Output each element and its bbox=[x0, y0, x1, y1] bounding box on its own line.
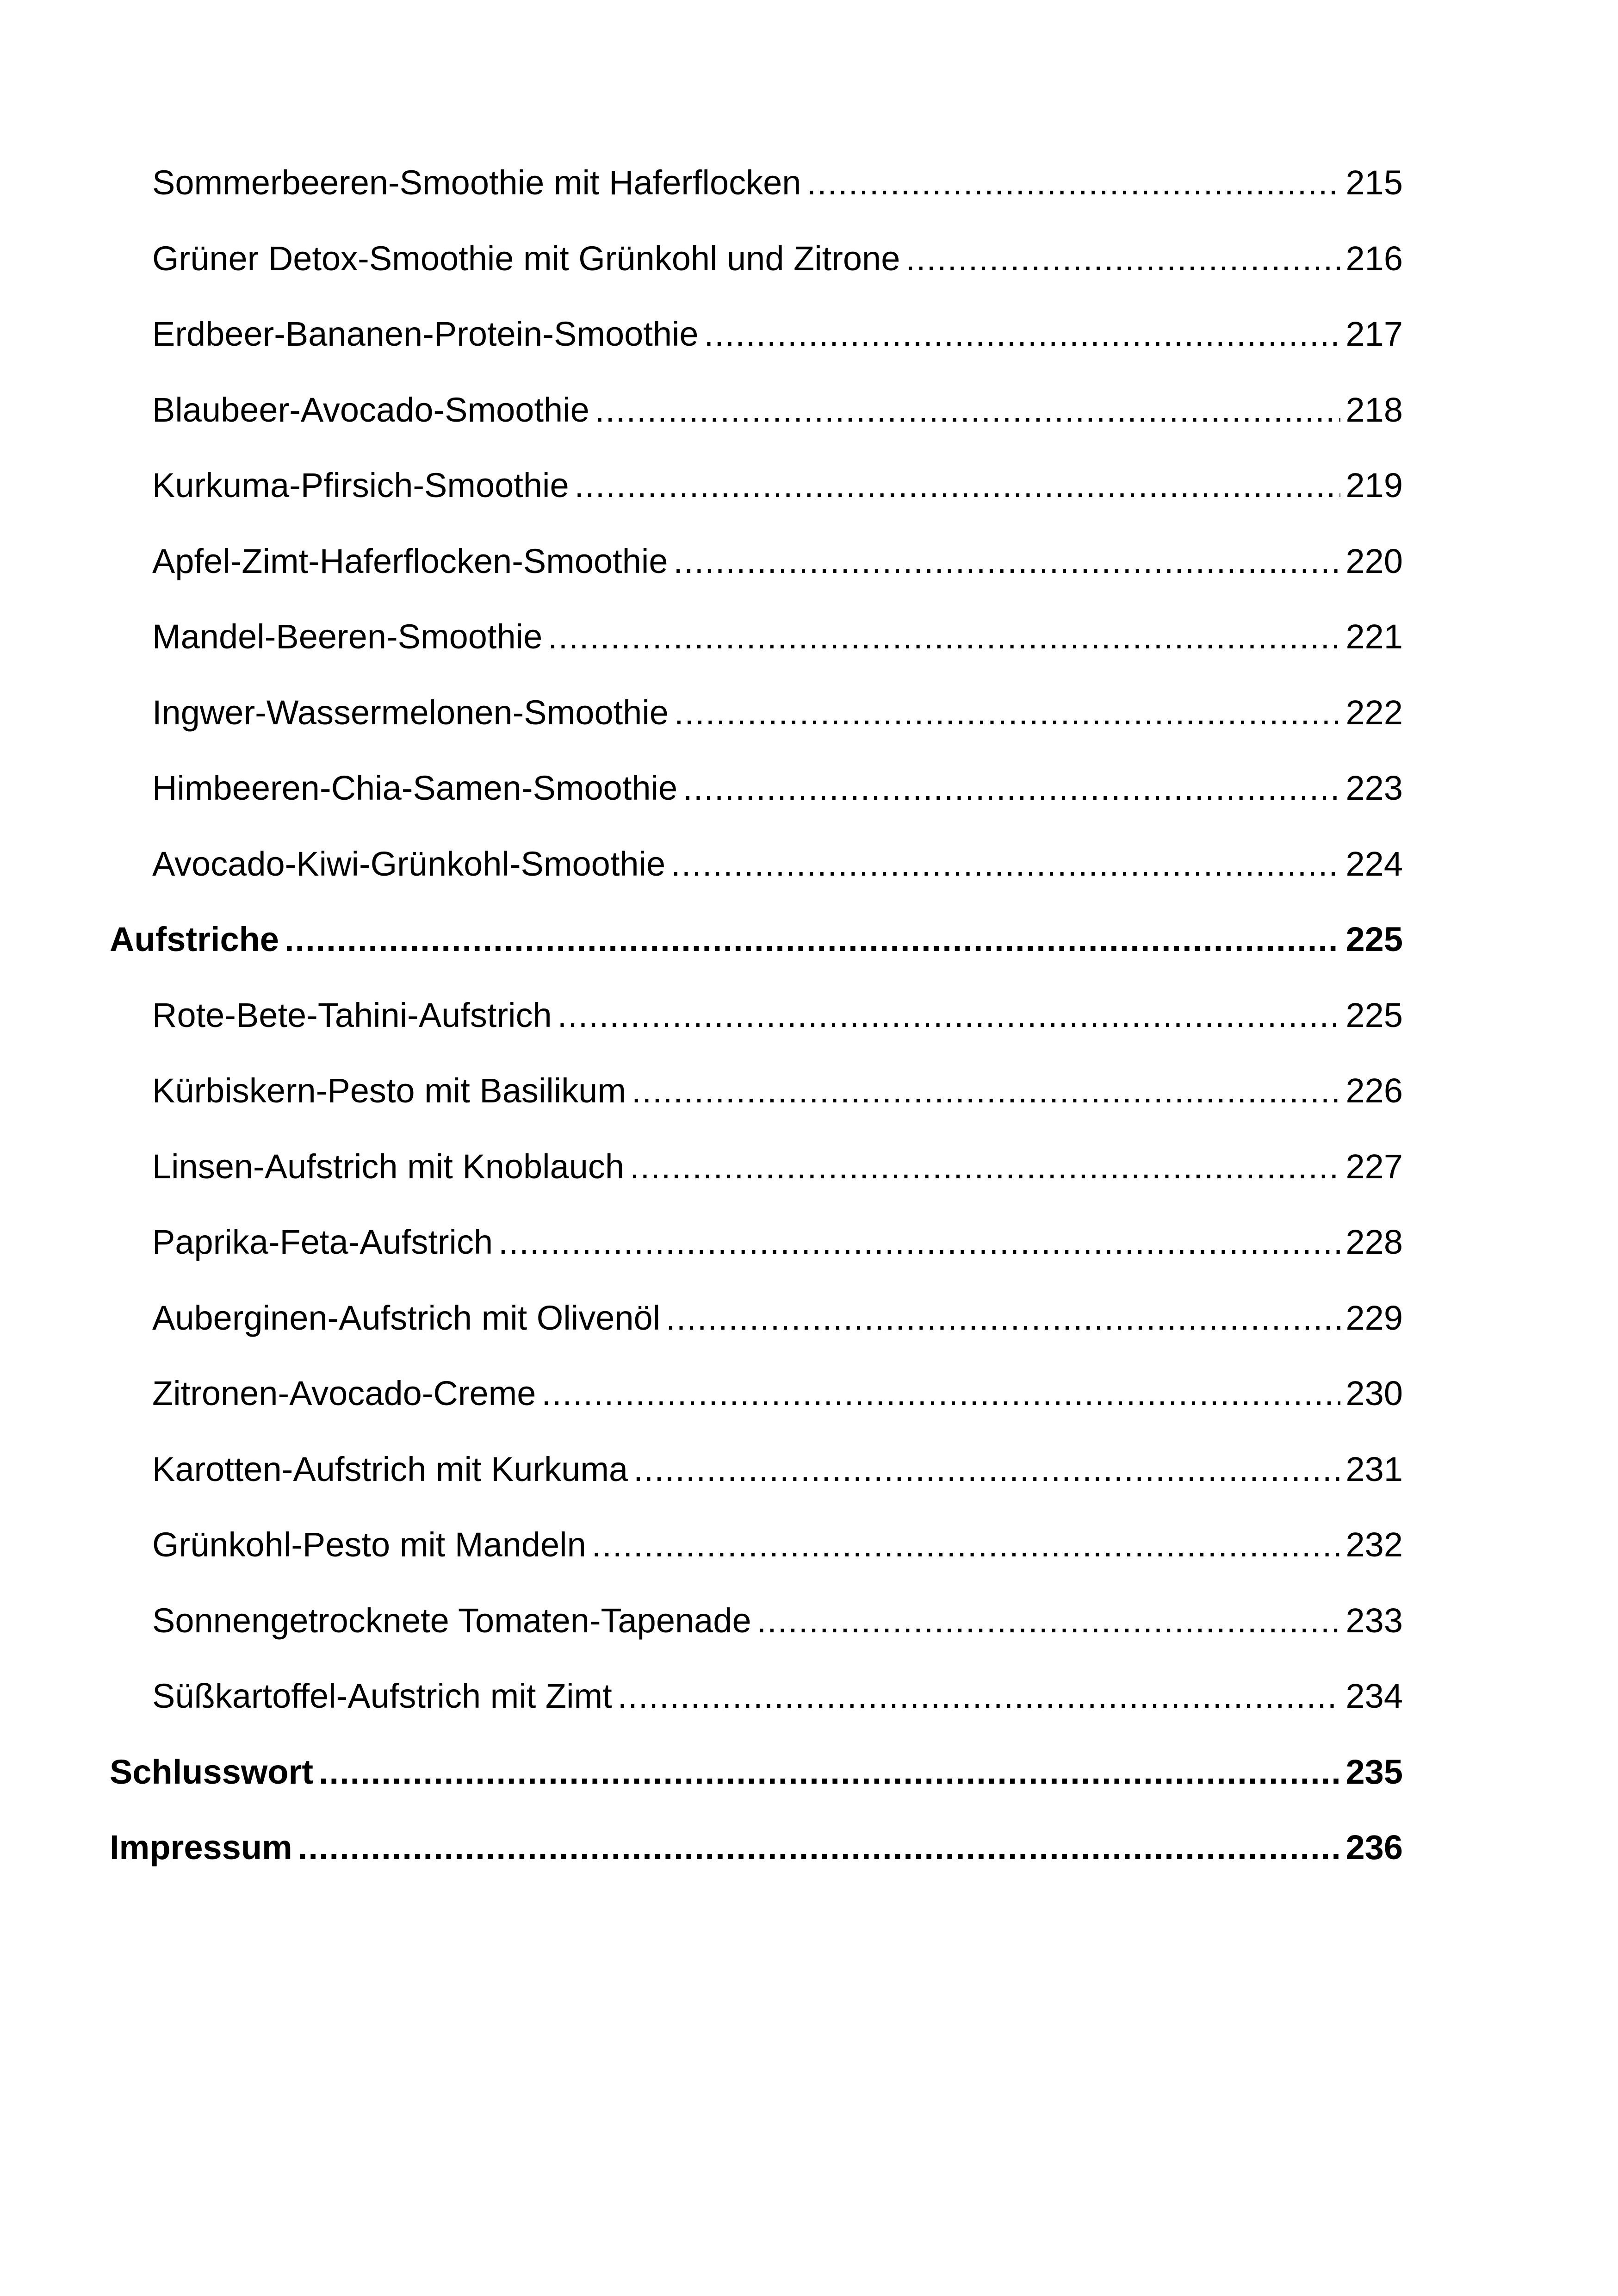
toc-entry-page: 228 bbox=[1345, 1223, 1403, 1261]
toc-entry[interactable] bbox=[110, 922, 1403, 998]
toc-entry-title: Rote-Bete-Tahini-Aufstrich bbox=[152, 996, 552, 1034]
toc-entry-page: 217 bbox=[1345, 315, 1403, 353]
toc-entry-page: 215 bbox=[1345, 163, 1403, 202]
toc-entry[interactable] bbox=[110, 1830, 1403, 1906]
dot-leader bbox=[298, 1830, 1340, 1865]
toc-entry-page: 235 bbox=[1345, 1752, 1403, 1791]
toc-entry-page: 225 bbox=[1345, 920, 1403, 958]
toc-entry-title: Avocado-Kiwi-Grünkohl-Smoothie bbox=[152, 844, 666, 883]
toc-entry[interactable] bbox=[110, 390, 1403, 469]
toc-entry-page: 230 bbox=[1345, 1374, 1403, 1412]
toc-entry-page: 222 bbox=[1345, 693, 1403, 732]
toc-entry[interactable] bbox=[110, 844, 1403, 923]
toc-entry[interactable] bbox=[110, 1376, 1403, 1452]
toc-entry[interactable] bbox=[110, 1452, 1403, 1528]
toc-entry-title: Impressum bbox=[110, 1828, 292, 1867]
toc-entry[interactable] bbox=[110, 1679, 1403, 1755]
dot-leader bbox=[319, 1755, 1340, 1789]
toc-entry[interactable] bbox=[110, 693, 1403, 772]
toc-entry-title: Karotten-Aufstrich mit Kurkuma bbox=[152, 1450, 628, 1488]
dot-leader bbox=[558, 998, 1340, 1033]
dot-leader bbox=[595, 393, 1340, 427]
toc-entry[interactable] bbox=[110, 1752, 1403, 1831]
dot-leader bbox=[674, 696, 1340, 730]
dot-leader bbox=[671, 847, 1340, 881]
dot-leader bbox=[673, 544, 1340, 579]
toc-entry-title: Kurkuma-Pfirsich-Smoothie bbox=[152, 466, 569, 504]
toc-entry-page: 227 bbox=[1345, 1147, 1403, 1186]
toc-entry[interactable] bbox=[110, 239, 1403, 317]
toc-entry-page: 223 bbox=[1345, 769, 1403, 807]
dot-leader bbox=[905, 242, 1340, 276]
toc-entry-title: Paprika-Feta-Aufstrich bbox=[152, 1223, 493, 1261]
toc-entry[interactable] bbox=[110, 998, 1403, 1074]
toc-entry-title: Grünkohl-Pesto mit Mandeln bbox=[152, 1525, 586, 1564]
toc-entry-title: Kürbiskern-Pesto mit Basilikum bbox=[152, 1071, 626, 1110]
dot-leader bbox=[285, 922, 1340, 957]
toc-entry-page: 226 bbox=[1345, 1071, 1403, 1110]
toc-entry[interactable] bbox=[110, 1601, 1403, 1680]
dot-leader bbox=[498, 1225, 1340, 1259]
toc-entry[interactable] bbox=[110, 468, 1403, 544]
toc-entry-page: 232 bbox=[1345, 1525, 1403, 1564]
table-of-contents bbox=[110, 163, 1403, 1906]
toc-entry-page: 229 bbox=[1345, 1298, 1403, 1337]
toc-entry[interactable] bbox=[110, 1071, 1403, 1150]
dot-leader bbox=[632, 1074, 1340, 1108]
dot-leader bbox=[630, 1150, 1340, 1184]
dot-leader bbox=[618, 1679, 1340, 1713]
toc-entry[interactable] bbox=[110, 163, 1403, 242]
toc-entry-title: Schlusswort bbox=[110, 1752, 313, 1791]
toc-entry[interactable] bbox=[110, 1298, 1403, 1377]
toc-entry-title: Aufstriche bbox=[110, 920, 279, 958]
dot-leader bbox=[704, 317, 1340, 351]
dot-leader bbox=[575, 468, 1340, 503]
toc-entry-page: 225 bbox=[1345, 996, 1403, 1034]
dot-leader bbox=[683, 771, 1340, 805]
toc-entry-title: Süßkartoffel-Aufstrich mit Zimt bbox=[152, 1677, 612, 1715]
toc-entry-title: Sommerbeeren-Smoothie mit Haferflocken bbox=[152, 163, 801, 202]
toc-entry-title: Sonnengetrocknete Tomaten-Tapenade bbox=[152, 1601, 751, 1640]
dot-leader bbox=[548, 620, 1340, 654]
toc-entry-page: 231 bbox=[1345, 1450, 1403, 1488]
toc-entry-title: Linsen-Aufstrich mit Knoblauch bbox=[152, 1147, 625, 1186]
toc-entry-title: Grüner Detox-Smoothie mit Grünkohl und Zitrone bbox=[152, 239, 900, 278]
toc-entry-title: Apfel-Zimt-Haferflocken-Smoothie bbox=[152, 541, 668, 580]
toc-entry-page: 236 bbox=[1345, 1828, 1403, 1867]
toc-entry[interactable] bbox=[110, 541, 1403, 620]
dot-leader bbox=[633, 1452, 1340, 1487]
toc-entry[interactable] bbox=[110, 1147, 1403, 1226]
dot-leader bbox=[666, 1301, 1340, 1335]
toc-entry[interactable] bbox=[110, 771, 1403, 847]
dot-leader bbox=[757, 1604, 1340, 1638]
toc-entry-title: Ingwer-Wassermelonen-Smoothie bbox=[152, 693, 669, 732]
toc-entry-title: Himbeeren-Chia-Samen-Smoothie bbox=[152, 769, 678, 807]
toc-entry-page: 219 bbox=[1345, 466, 1403, 504]
toc-entry-page: 221 bbox=[1345, 617, 1403, 656]
toc-entry[interactable] bbox=[110, 1525, 1403, 1604]
dot-leader bbox=[592, 1528, 1340, 1562]
toc-entry[interactable] bbox=[110, 317, 1403, 393]
toc-entry-title: Auberginen-Aufstrich mit Olivenöl bbox=[152, 1298, 661, 1337]
toc-entry-title: Mandel-Beeren-Smoothie bbox=[152, 617, 543, 656]
toc-entry-page: 218 bbox=[1345, 390, 1403, 429]
dot-leader bbox=[541, 1376, 1340, 1411]
toc-entry-title: Erdbeer-Bananen-Protein-Smoothie bbox=[152, 315, 699, 353]
toc-entry[interactable] bbox=[110, 617, 1403, 696]
toc-entry-page: 216 bbox=[1345, 239, 1403, 278]
toc-entry-title: Zitronen-Avocado-Creme bbox=[152, 1374, 536, 1412]
toc-entry-page: 224 bbox=[1345, 844, 1403, 883]
toc-entry-page: 234 bbox=[1345, 1677, 1403, 1715]
toc-entry[interactable] bbox=[110, 1225, 1403, 1301]
toc-entry-page: 220 bbox=[1345, 541, 1403, 580]
toc-entry-title: Blaubeer-Avocado-Smoothie bbox=[152, 390, 589, 429]
toc-entry-page: 233 bbox=[1345, 1601, 1403, 1640]
dot-leader bbox=[806, 166, 1340, 200]
